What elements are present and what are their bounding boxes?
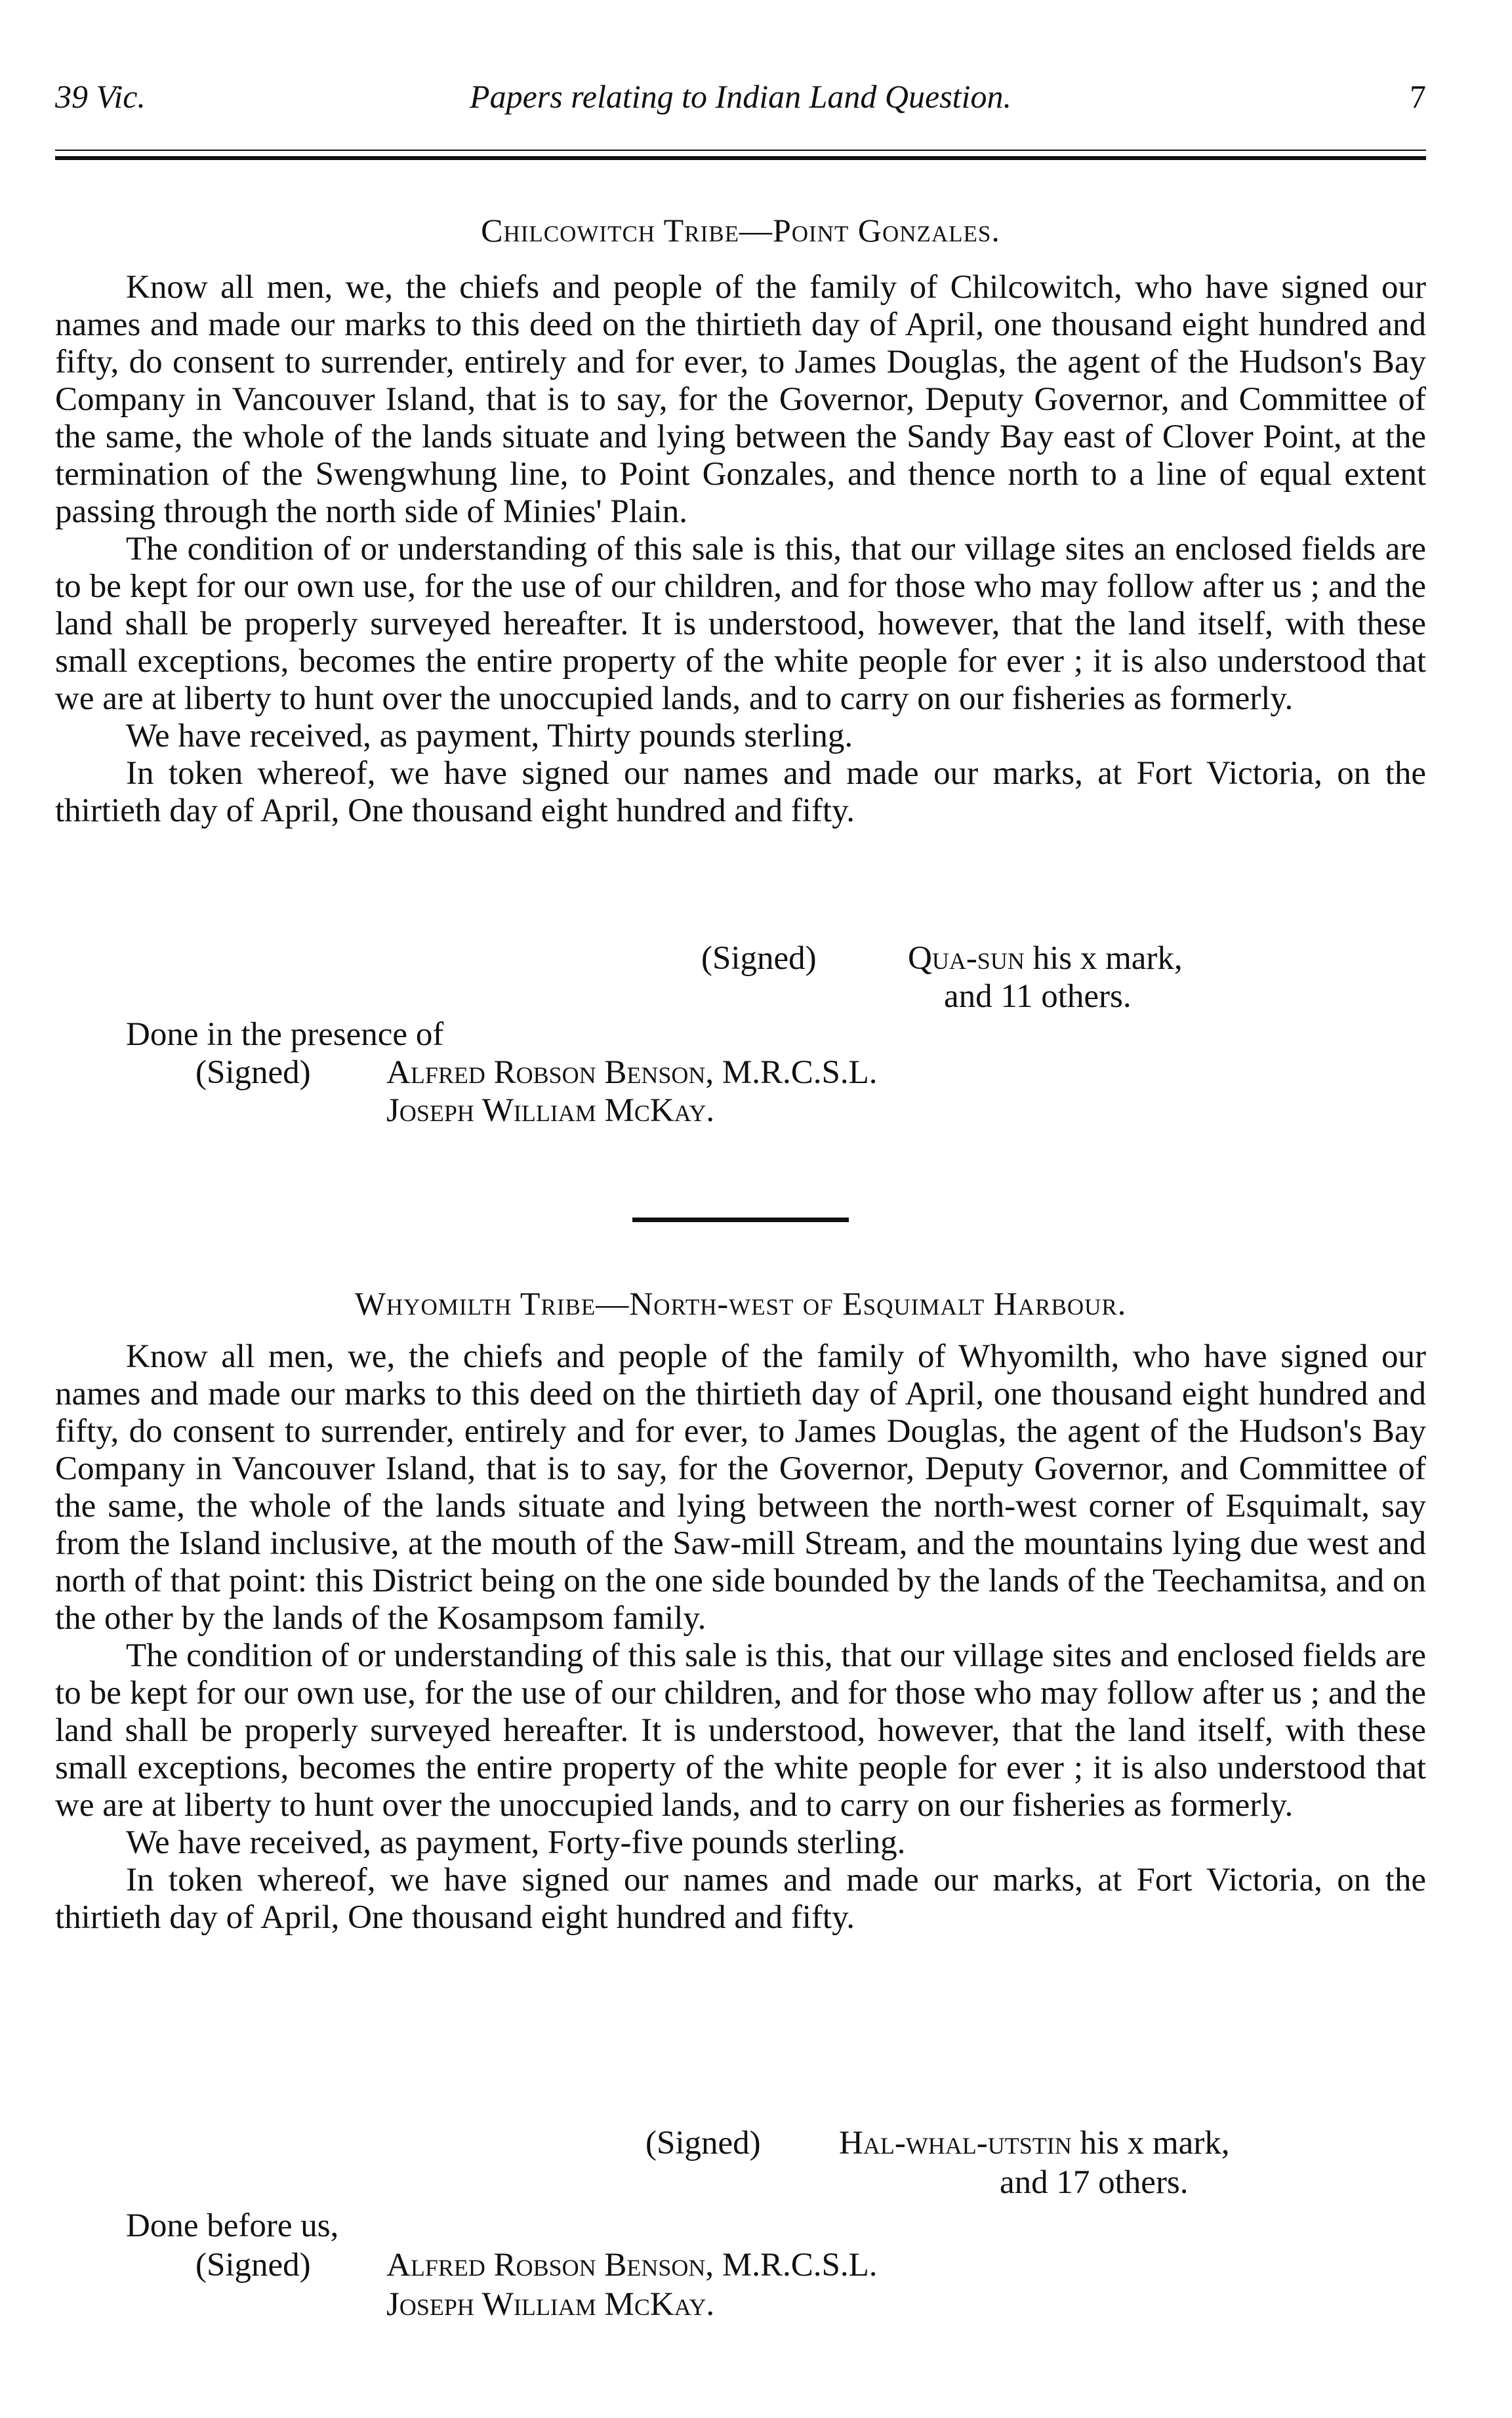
paragraph: We have received, as payment, Thirty pounds sterling.: [126, 718, 853, 754]
document-page: [55, 0, 1426, 2418]
running-header: [55, 77, 1426, 117]
signatory-line: [839, 2124, 1230, 2162]
witness-name: Joseph William McKay.: [386, 1092, 715, 1129]
witness-signed-label: (Signed): [195, 1054, 311, 1091]
paragraph: We have received, as payment, Forty-five pounds sterling.: [126, 1824, 906, 1861]
signatory-name: Hal-whal-utstin: [839, 2125, 1072, 2162]
paragraph: The condition of or understanding of this sale is this, that our village sites and enclosed fields are to be kept for our own use, for the use of our children, and for those who may follow after us ; and the land shall be properly surveyed hereafter. It is understood, however, that the land itself, with these small exceptions, becomes the entire property of the white people for ever ; it is also understood that we are at liberty to hunt over the unoccupied lands, and to carry on our fisheries as formerly.: [55, 1637, 1426, 1824]
paragraph: In token whereof, we have signed our names and made our marks, at Fort Victoria, on the thirtieth day of April, One thousand eight hundred and fifty.: [55, 1862, 1426, 1936]
signatory-others: and 17 others.: [1000, 2164, 1189, 2201]
signatory-line: [908, 939, 1183, 977]
paragraph: In token whereof, we have signed our names and made our marks, at Fort Victoria, on the thirtieth day of April, One thousand eight hundred and fifty.: [55, 755, 1426, 829]
header-rule-thin: [55, 150, 1426, 151]
signatory-mark: his x mark,: [1080, 2125, 1230, 2162]
witness-intro: Done before us,: [126, 2207, 339, 2244]
section-divider: [632, 1218, 849, 1222]
signatory-name: Qua-sun: [908, 940, 1025, 977]
header-rule-thick: [55, 156, 1426, 160]
witness-name: Alfred Robson Benson, M.R.C.S.L.: [386, 1054, 878, 1091]
running-title: Papers relating to Indian Land Question.: [470, 78, 1011, 115]
signatory-others: and 11 others.: [944, 978, 1132, 1015]
signed-label: (Signed): [645, 2125, 761, 2162]
paragraph: The condition of or understanding of this sale is this, that our village sites an enclosed fields are to be kept for our own use, for the use of our children, and for those who may follow after us ; and the land shall be properly surveyed hereafter. It is understood, however, that the land itself, with these small exceptions, becomes the entire property of the white people for ever ; it is also understood that we are at liberty to hunt over the unoccupied lands, and to carry on our fisheries as formerly.: [55, 531, 1426, 717]
signatory-mark: his x mark,: [1032, 940, 1183, 977]
witness-intro: Done in the presence of: [126, 1016, 444, 1053]
section-body: [55, 1338, 1426, 1936]
session-label: 39 Vic.: [55, 78, 146, 115]
section-title: Whyomilth Tribe—North-west of Esquimalt Harbour.: [354, 1285, 1127, 1322]
witness-name: Joseph William McKay.: [386, 2286, 715, 2323]
witness-signed-label: (Signed): [195, 2247, 311, 2284]
witness-name: Alfred Robson Benson, M.R.C.S.L.: [386, 2247, 878, 2284]
section-title: Chilcowitch Tribe—Point Gonzales.: [481, 212, 1000, 249]
paragraph: Know all men, we, the chiefs and people of the family of Whyomilth, who have signed our names and made our marks to this deed on the thirtieth day of April, one thousand eight hundred and fifty, do consent to surrender, entirely and for ever, to James Douglas, the agent of the Hudson's Bay Company in Vancouver Island, that is to say, for the Governor, Deputy Governor, and Committee of the same, the whole of the lands situate and lying between the north-west corner of Esquimalt, say from the Island inclusive, at the mouth of the Saw-mill Stream, and the mountains lying due west and north of that point: this District being on the one side bounded by the lands of the Teechamitsa, and on the other by the lands of the Kosampsom family.: [55, 1338, 1426, 1637]
page-number: 7: [1410, 78, 1426, 115]
paragraph: Know all men, we, the chiefs and people of the family of Chilcowitch, who have signed our names and made our marks to this deed on the thirtieth day of April, one thousand eight hundred and fifty, do consent to surrender, entirely and for ever, to James Douglas, the agent of the Hudson's Bay Company in Vancouver Island, that is to say, for the Governor, Deputy Governor, and Committee of the same, the whole of the lands situate and lying between the Sandy Bay east of Clover Point, at the termination of the Swengwhung line, to Point Gonzales, and thence north to a line of equal extent passing through the north side of Minies' Plain.: [55, 269, 1426, 530]
section-body: [55, 269, 1426, 830]
signed-label: (Signed): [701, 940, 817, 977]
